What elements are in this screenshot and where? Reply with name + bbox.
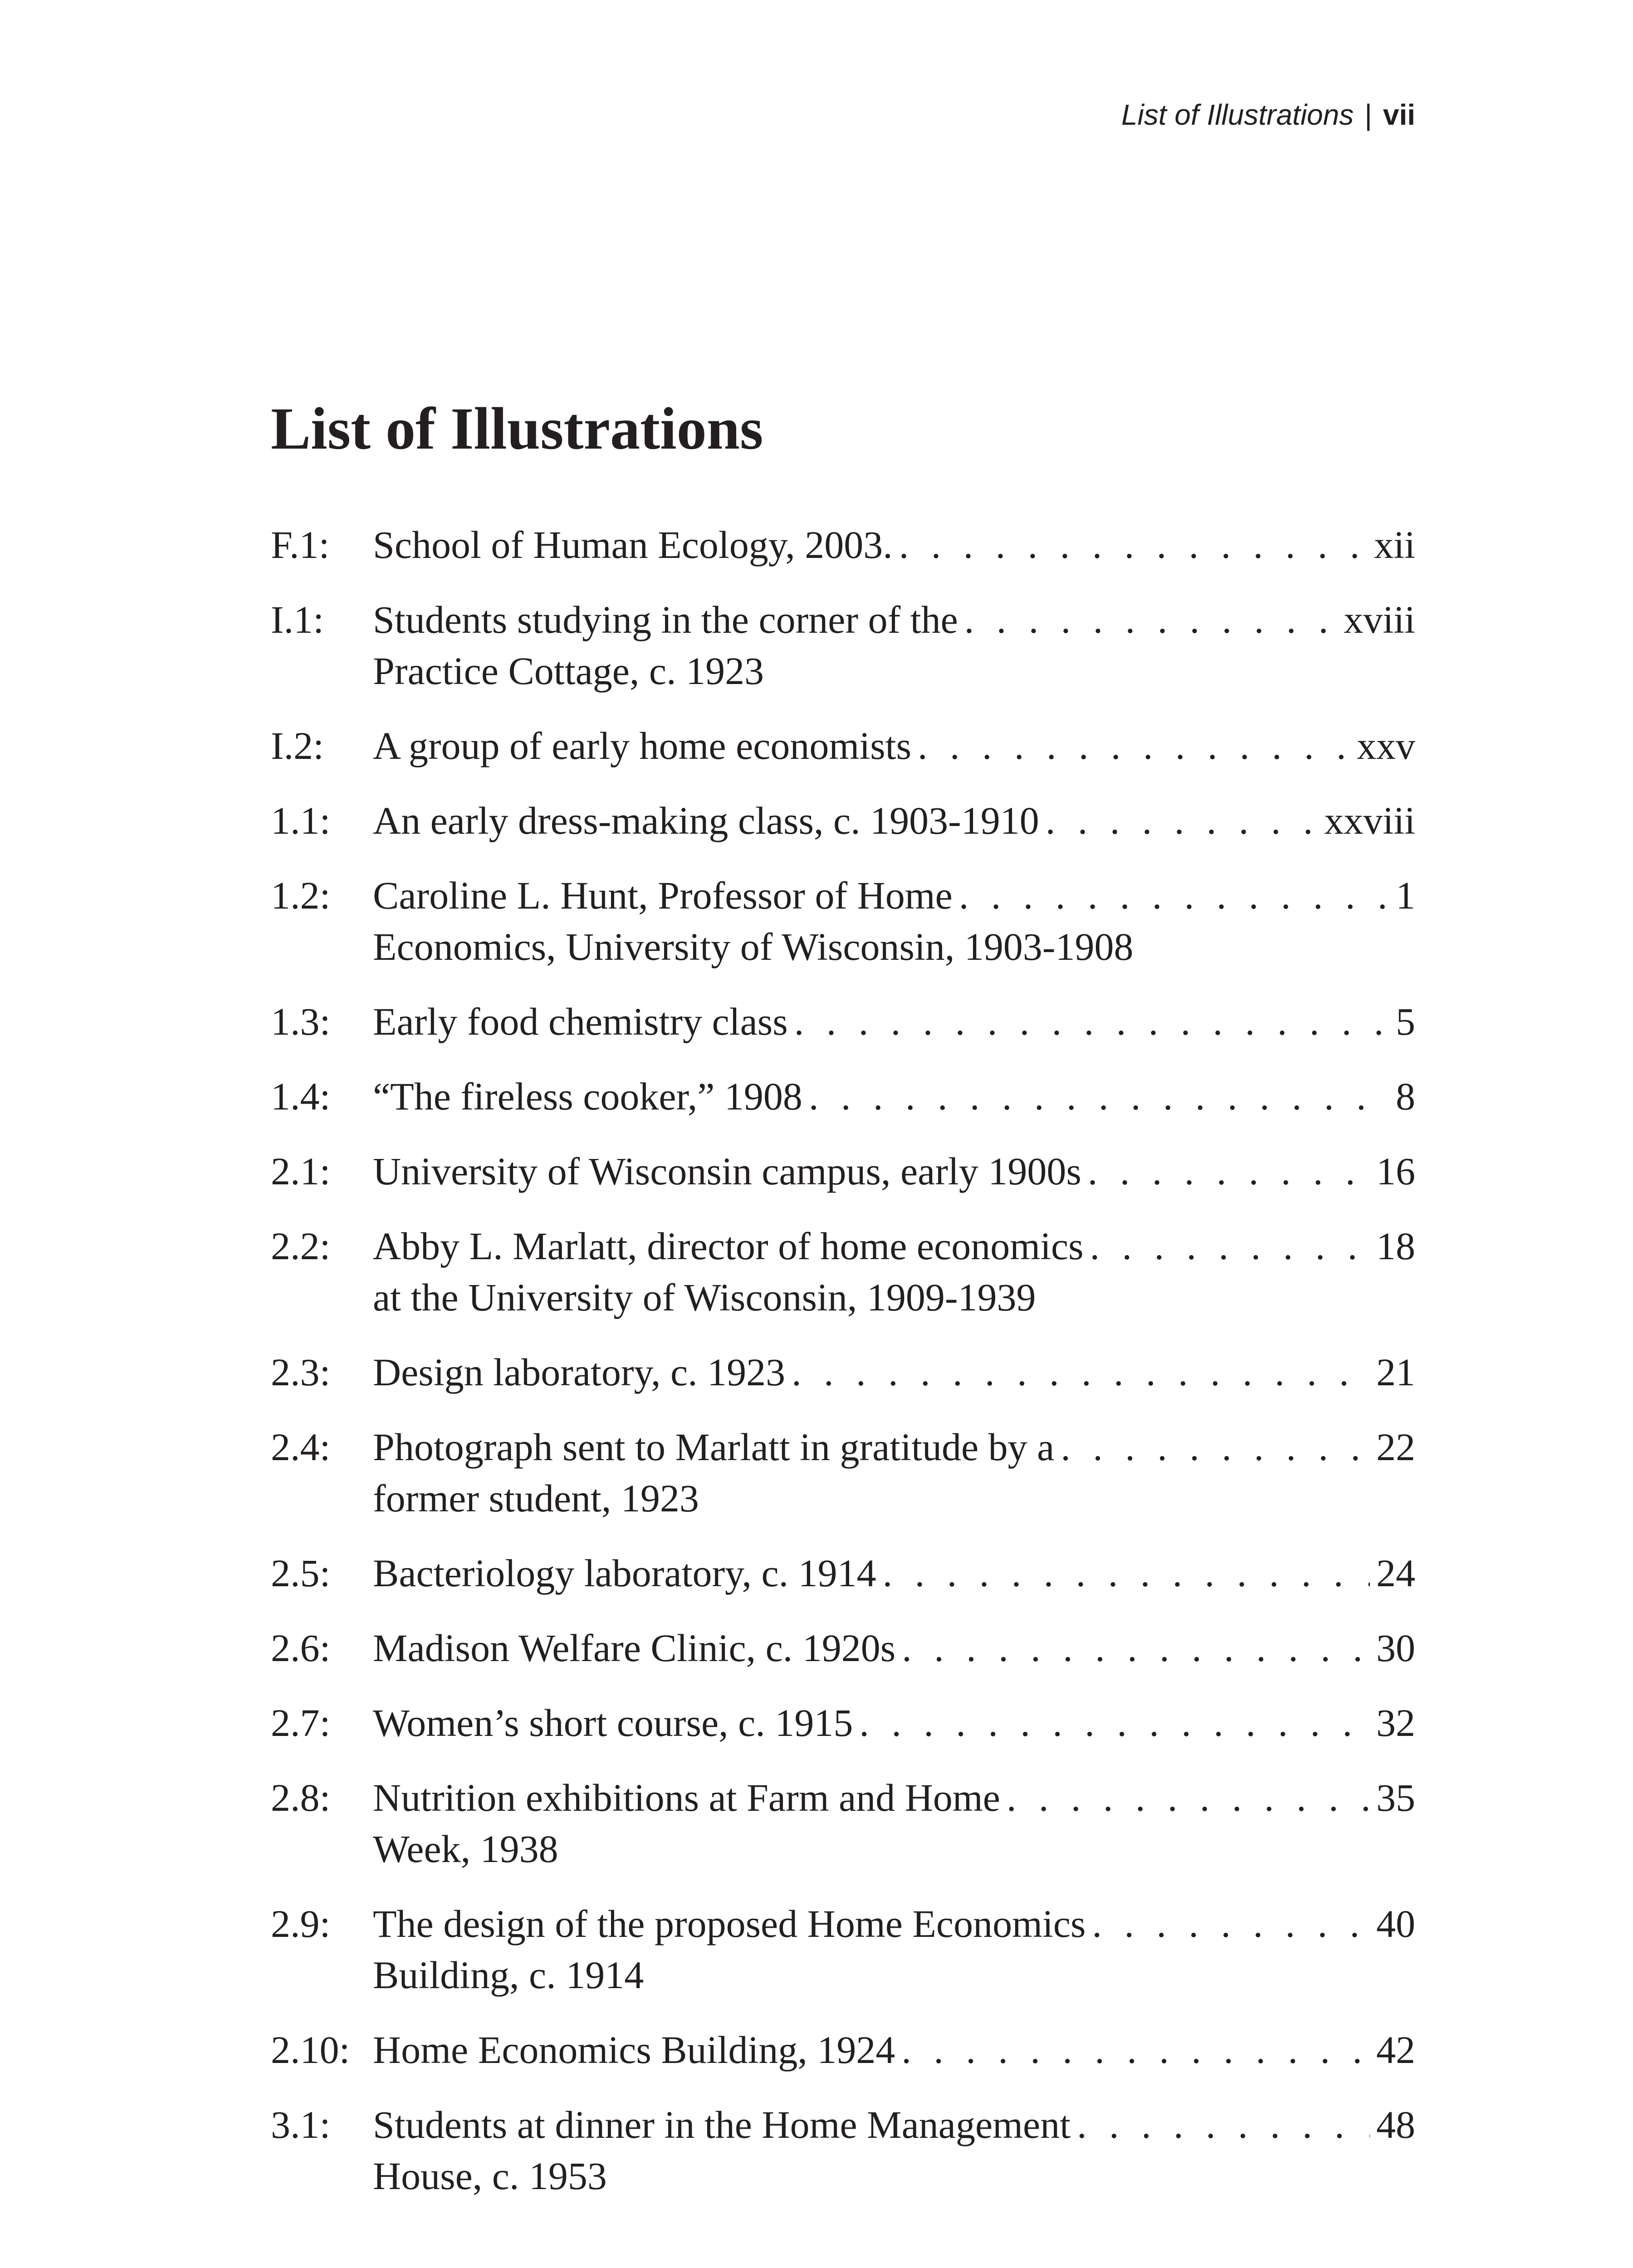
entry-caption: “The fireless cooker,” 1908 [373,1075,802,1118]
entry-number: 2.3: [271,1350,331,1394]
entry-caption: School of Human Ecology, 2003. [373,523,893,567]
entry-first-line [373,795,1415,846]
entry-page-number: 22 [1376,1425,1415,1469]
entry-page-number: 8 [1396,1075,1415,1118]
running-head [1121,97,1415,133]
illustration-entry [271,1071,1415,1122]
entry-body [373,594,1415,697]
illustration-entry [271,594,1415,697]
dot-leader [902,1623,1370,1674]
illustration-entry [271,1697,1415,1749]
entry-caption: Caroline L. Hunt, Professor of Home [373,874,953,917]
entry-body [373,1697,1415,1749]
entry-first-line [373,870,1415,921]
illustration-entry [271,1898,1415,2001]
entry-page-number: 35 [1376,1776,1415,1819]
entry-caption-continued: Building, c. 1914 [373,1953,644,1997]
entry-caption: Students studying in the corner of the [373,598,958,641]
dot-leader [809,1071,1389,1122]
running-head-separator: | [1364,98,1372,131]
entry-body [373,720,1415,772]
dot-leader [959,870,1389,921]
illustration-entry [271,720,1415,772]
entry-caption: A group of early home economists [373,724,912,767]
illustration-entry [271,1548,1415,1599]
entry-body [373,1146,1415,1197]
entry-page-number: xviii [1344,598,1415,641]
entry-caption-continued: House, c. 1953 [373,2154,607,2198]
entry-body [373,2099,1415,2202]
illustration-entry [271,1623,1415,1674]
entry-number: 2.10: [271,2028,350,2072]
entry-first-line [373,1071,1415,1122]
entry-number: 2.4: [271,1425,331,1469]
running-head-title: List of Illustrations [1121,98,1354,131]
entry-first-line [373,1548,1415,1599]
entry-first-line [373,1422,1415,1473]
entry-caption: Design laboratory, c. 1923 [373,1350,786,1394]
entry-number: 1.2: [271,874,331,917]
illustration-entry [271,2024,1415,2076]
dot-leader [1061,1422,1370,1473]
entry-number: 3.1: [271,2103,331,2146]
entry-number: 2.2: [271,1224,331,1268]
dot-leader [899,519,1368,571]
entry-first-line [373,2024,1415,2076]
illustration-list [271,519,1415,2225]
entry-caption-continued: Economics, University of Wisconsin, 1903-1908 [373,925,1134,968]
entry-number: 1.1: [271,799,331,842]
running-head-page-number: vii [1383,98,1415,131]
entry-first-line [373,1697,1415,1749]
entry-body [373,1221,1415,1323]
entry-number: 2.8: [271,1776,331,1819]
dot-leader [1088,1146,1370,1197]
entry-first-line [373,594,1415,645]
entry-page-number: 30 [1376,1626,1415,1670]
entry-number: 1.3: [271,1000,331,1043]
entry-number: 2.9: [271,1902,331,1945]
entry-caption: Abby L. Marlatt, director of home economics [373,1224,1084,1268]
entry-body [373,1772,1415,1875]
dot-leader [1007,1772,1370,1823]
entry-page-number: 24 [1376,1551,1415,1595]
dot-leader [859,1697,1370,1749]
entry-caption-continued: Practice Cottage, c. 1923 [373,649,764,693]
entry-number: 2.1: [271,1149,331,1193]
illustration-entry [271,2099,1415,2202]
entry-first-line [373,1347,1415,1398]
illustration-entry [271,519,1415,571]
illustration-entry [271,996,1415,1047]
entry-body [373,2024,1415,2076]
entry-page-number: 42 [1376,2028,1415,2072]
dot-leader [1077,2099,1370,2151]
dot-leader [1090,1221,1370,1272]
entry-caption: An early dress-making class, c. 1903-1910 [373,799,1039,842]
entry-first-line [373,1772,1415,1823]
entry-body [373,1422,1415,1524]
illustration-entry [271,1347,1415,1398]
entry-page-number: 21 [1376,1350,1415,1394]
entry-number: 2.6: [271,1626,331,1670]
entry-caption: Madison Welfare Clinic, c. 1920s [373,1626,896,1670]
entry-first-line [373,519,1415,571]
entry-body [373,519,1415,571]
entry-body [373,1548,1415,1599]
entry-body [373,795,1415,846]
entry-caption: Home Economics Building, 1924 [373,2028,895,2072]
entry-body [373,1071,1415,1122]
dot-leader [792,1347,1370,1398]
entry-caption: Bacteriology laboratory, c. 1914 [373,1551,876,1595]
entry-number: 2.5: [271,1551,331,1595]
illustration-entry [271,870,1415,973]
entry-page-number: 40 [1376,1902,1415,1945]
entry-body [373,996,1415,1047]
entry-page-number: 5 [1396,1000,1415,1043]
entry-body [373,870,1415,973]
dot-leader [1046,795,1318,846]
dot-leader [918,720,1350,772]
entry-page-number: xxviii [1324,799,1415,842]
entry-caption-continued: at the University of Wisconsin, 1909-1939 [373,1276,1036,1319]
entry-caption: Women’s short course, c. 1915 [373,1701,853,1745]
entry-caption: Students at dinner in the Home Management [373,2103,1071,2146]
entry-number: 2.7: [271,1701,331,1745]
entry-page-number: 32 [1376,1701,1415,1745]
entry-first-line [373,1146,1415,1197]
entry-body [373,1623,1415,1674]
dot-leader [964,594,1338,645]
entry-number: I.2: [271,724,324,767]
entry-body [373,1898,1415,2001]
illustration-entry [271,1146,1415,1197]
entry-first-line [373,996,1415,1047]
entry-page-number: 18 [1376,1224,1415,1268]
entry-page-number: 1 [1396,874,1415,917]
dot-leader [794,996,1389,1047]
entry-caption: The design of the proposed Home Economics [373,1902,1086,1945]
page-title: List of Illustrations [271,395,763,462]
entry-caption: Early food chemistry class [373,1000,788,1043]
entry-page-number: 16 [1376,1149,1415,1193]
entry-first-line [373,2099,1415,2151]
entry-first-line [373,1623,1415,1674]
entry-caption-continued: former student, 1923 [373,1476,699,1520]
entry-page-number: xxv [1357,724,1415,767]
entry-page-number: xii [1374,523,1415,567]
entry-first-line [373,1221,1415,1272]
entry-caption: Photograph sent to Marlatt in gratitude by a [373,1425,1055,1469]
entry-first-line [373,1898,1415,1950]
entry-caption: University of Wisconsin campus, early 1900s [373,1149,1081,1193]
illustration-entry [271,1422,1415,1524]
entry-number: I.1: [271,598,324,641]
illustration-entry [271,795,1415,846]
entry-caption: Nutrition exhibitions at Farm and Home [373,1776,1000,1819]
entry-number: 1.4: [271,1075,331,1118]
dot-leader [1092,1898,1370,1950]
entry-caption-continued: Week, 1938 [373,1827,558,1871]
entry-number: F.1: [271,523,330,567]
illustration-entry [271,1221,1415,1323]
entry-body [373,1347,1415,1398]
dot-leader [883,1548,1370,1599]
illustration-entry [271,1772,1415,1875]
entry-first-line [373,720,1415,772]
entry-page-number: 48 [1376,2103,1415,2146]
dot-leader [901,2024,1370,2076]
